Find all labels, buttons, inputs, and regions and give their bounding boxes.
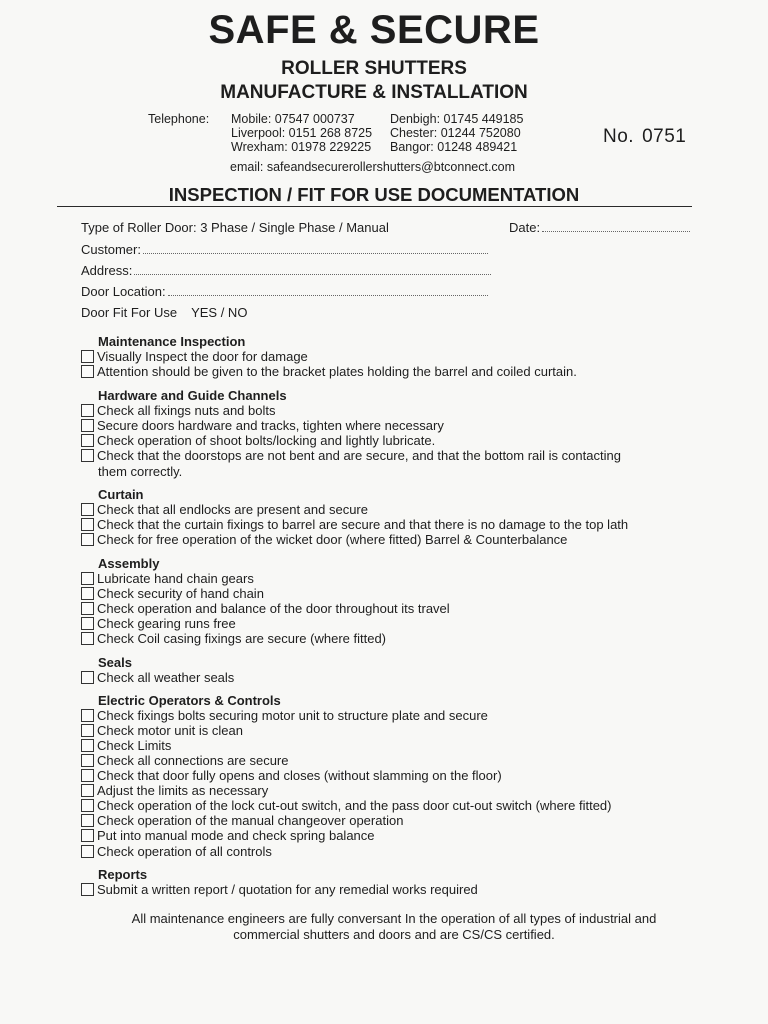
checkbox[interactable] (81, 814, 94, 827)
contact-liverpool: Liverpool: 0151 268 8725 (231, 126, 373, 140)
checklist-item[interactable]: Check that the curtain fixings to barrel are secure and that there is no damage to the top lath (81, 517, 628, 532)
checkbox[interactable] (81, 404, 94, 417)
contact-list-left (231, 112, 372, 154)
address-field[interactable] (81, 263, 491, 278)
checklist-item[interactable]: Check operation of the manual changeover operation (81, 813, 403, 828)
title-divider (57, 206, 692, 207)
certification-note (0, 911, 768, 943)
checkbox[interactable] (81, 419, 94, 432)
contact-denbigh: Denbigh: 01745 449185 (390, 112, 524, 126)
door-type-label: Type of Roller Door: 3 Phase / Single Phase / Manual (81, 220, 389, 235)
contact-list-right (390, 112, 523, 154)
checklist-item[interactable]: Check that all endlocks are present and secure (81, 502, 368, 517)
checklist-item[interactable]: Check all weather seals (81, 670, 234, 685)
checklist-item[interactable]: Submit a written report / quotation for any remedial works required (81, 882, 478, 897)
contact-chester: Chester: 01244 752080 (390, 126, 521, 140)
checklist-item[interactable]: Check Coil casing fixings are secure (where fitted) (81, 631, 386, 646)
checkbox[interactable] (81, 784, 94, 797)
document-title: INSPECTION / FIT FOR USE DOCUMENTATION (168, 184, 580, 205)
certification-note-line-1: All maintenance engineers are fully conversant In the operation of all types of industrial and (131, 911, 657, 926)
door-location-label: Door Location: (81, 284, 166, 299)
checklist-item[interactable]: Check fixings bolts securing motor unit to structure plate and secure (81, 708, 488, 723)
checklist-item[interactable]: Check operation of all controls (81, 844, 272, 859)
checkbox[interactable] (81, 617, 94, 630)
section-hardware-heading: Hardware and Guide Channels (98, 388, 287, 403)
contact-mobile: Mobile: 07547 000737 (231, 112, 355, 126)
checklist-item[interactable]: Check operation of the lock cut-out switch, and the pass door cut-out switch (where fitted) (81, 798, 611, 813)
checkbox[interactable] (81, 350, 94, 363)
fit-for-use-field (81, 305, 247, 320)
company-subtitle-1: ROLLER SHUTTERS (281, 58, 467, 79)
checklist-item[interactable]: Check that the doorstops are not bent and are secure, and that the bottom rail is contacting (81, 448, 621, 463)
checkbox[interactable] (81, 503, 94, 516)
checklist-item[interactable]: Check all connections are secure (81, 753, 289, 768)
checklist-item[interactable]: Check gearing runs free (81, 616, 236, 631)
door-type-field (81, 220, 389, 235)
section-seals-heading: Seals (98, 655, 132, 670)
checkbox[interactable] (81, 632, 94, 645)
door-location-line[interactable] (168, 294, 488, 296)
certification-note-line-2: commercial shutters and doors and are CS/CS certified. (233, 927, 555, 942)
fit-for-use-options[interactable]: YES / NO (191, 305, 248, 320)
customer-line[interactable] (143, 252, 488, 254)
checklist-item[interactable]: Check operation and balance of the door throughout its travel (81, 601, 450, 616)
company-name: SAFE & SECURE (208, 8, 540, 52)
checklist-item[interactable]: Secure doors hardware and tracks, tighten where necessary (81, 418, 444, 433)
checklist-item[interactable]: Check all fixings nuts and bolts (81, 403, 275, 418)
checkbox[interactable] (81, 754, 94, 767)
date-field[interactable] (509, 220, 690, 235)
address-label: Address: (81, 263, 133, 278)
customer-label: Customer: (81, 242, 141, 257)
checklist-item[interactable]: Check for free operation of the wicket door (where fitted) Barrel & Counterbalance (81, 532, 567, 547)
checkbox[interactable] (81, 434, 94, 447)
checkbox[interactable] (81, 709, 94, 722)
checkbox[interactable] (81, 739, 94, 752)
form-number (603, 126, 686, 148)
checkbox[interactable] (81, 518, 94, 531)
checklist-item[interactable]: Check motor unit is clean (81, 723, 243, 738)
section-electric-heading: Electric Operators & Controls (98, 693, 281, 708)
checklist-item-continuation: them correctly. (98, 464, 183, 479)
door-location-field[interactable] (81, 284, 488, 299)
checkbox[interactable] (81, 602, 94, 615)
customer-field[interactable] (81, 242, 488, 257)
checkbox[interactable] (81, 724, 94, 737)
checklist-item[interactable]: Check that door fully opens and closes (without slamming on the floor) (81, 768, 502, 783)
fit-for-use-label: Door Fit For Use (81, 305, 178, 320)
checkbox[interactable] (81, 845, 94, 858)
form-number-label: No. (603, 126, 635, 147)
checkbox[interactable] (81, 365, 94, 378)
checklist-item[interactable]: Adjust the limits as necessary (81, 783, 268, 798)
checkbox[interactable] (81, 671, 94, 684)
checkbox[interactable] (81, 449, 94, 462)
section-assembly-heading: Assembly (98, 556, 160, 571)
address-line[interactable] (134, 273, 491, 275)
checklist-item[interactable]: Check security of hand chain (81, 586, 264, 601)
checklist-item[interactable]: Check operation of shoot bolts/locking and lightly lubricate. (81, 433, 435, 448)
checklist-item[interactable]: Lubricate hand chain gears (81, 571, 254, 586)
contact-bangor: Bangor: 01248 489421 (390, 140, 518, 154)
date-line[interactable] (542, 230, 690, 232)
checkbox[interactable] (81, 829, 94, 842)
checkbox[interactable] (81, 769, 94, 782)
telephone-label: Telephone: (148, 112, 210, 126)
checkbox[interactable] (81, 572, 94, 585)
date-label: Date: (509, 220, 541, 235)
checklist-item[interactable]: Visually Inspect the door for damage (81, 349, 308, 364)
form-number-value: 0751 (642, 126, 687, 147)
contact-wrexham: Wrexham: 01978 229225 (231, 140, 372, 154)
checkbox[interactable] (81, 587, 94, 600)
contact-email: email: safeandsecurerollershutters@btconnect.com (230, 160, 516, 174)
section-maintenance-heading: Maintenance Inspection (98, 334, 246, 349)
section-reports-heading: Reports (98, 867, 148, 882)
checkbox[interactable] (81, 533, 94, 546)
checklist-item[interactable]: Attention should be given to the bracket plates holding the barrel and coiled curtain. (81, 364, 577, 379)
checklist-item[interactable]: Put into manual mode and check spring balance (81, 828, 375, 843)
checkbox[interactable] (81, 883, 94, 896)
checklist-item[interactable]: Check Limits (81, 738, 171, 753)
section-curtain-heading: Curtain (98, 487, 144, 502)
company-subtitle-2: MANUFACTURE & INSTALLATION (220, 82, 528, 103)
checkbox[interactable] (81, 799, 94, 812)
